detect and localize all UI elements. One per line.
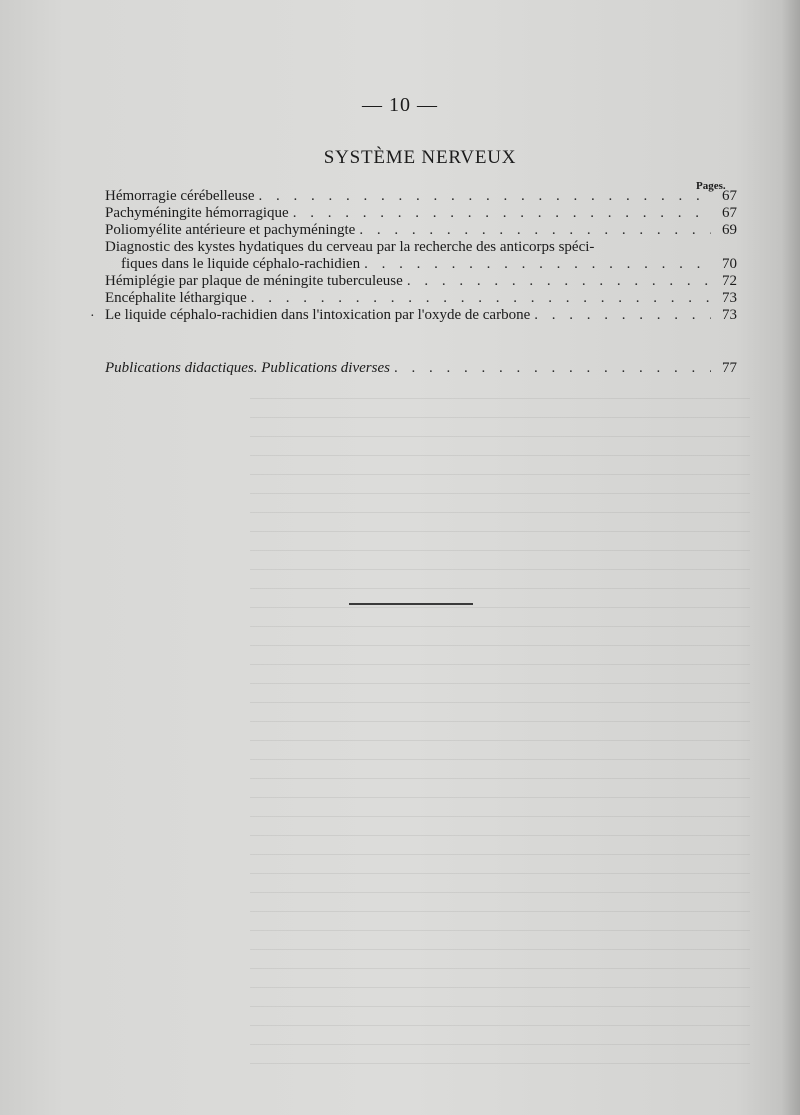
toc-entry-page: 70 — [722, 256, 737, 272]
dot-leader — [355, 222, 711, 239]
toc-entry — [105, 205, 737, 222]
table-of-contents — [90, 188, 737, 324]
dot-leader — [403, 273, 711, 290]
dot-leader — [247, 290, 711, 307]
toc-entry — [105, 222, 737, 239]
toc-entry-title: Hémorragie cérébelleuse — [105, 188, 255, 204]
toc-entry-line2 — [105, 256, 737, 273]
toc-entry-title: Poliomyélite antérieure et pachyméningte — [105, 222, 356, 238]
toc-entry-title-line1: Diagnostic des kystes hydatiques du cerveau par la recherche des anticorps spéci- — [105, 239, 595, 255]
page-number: — 10 — — [362, 94, 438, 116]
publications-page: 77 — [722, 360, 737, 376]
bleed-through-text — [250, 380, 750, 1080]
toc-entry-page: 73 — [722, 307, 737, 323]
dot-leader — [289, 205, 711, 222]
toc-entry — [105, 188, 737, 205]
toc-entry-title: Le liquide céphalo-rachidien dans l'intoxication par l'oxyde de carbone — [105, 307, 531, 323]
section-end-rule — [349, 603, 473, 605]
section-title: SYSTÈME NERVEUX — [323, 147, 517, 168]
toc-entry-page: 67 — [722, 205, 737, 221]
toc-entry-title: Pachyméningite hémorragique — [105, 205, 289, 221]
toc-entry — [105, 290, 737, 307]
toc-entry-title: Encéphalite léthargique — [105, 290, 247, 306]
publications-title: Publications didactiques. Publications diverses — [105, 360, 390, 376]
publications-entry — [105, 360, 737, 377]
toc-entry-title: Hémiplégie par plaque de méningite tuberculeuse — [105, 273, 403, 289]
toc-entry-page: 67 — [722, 188, 737, 204]
dot-leader — [530, 307, 711, 324]
toc-entry-page: 72 — [722, 273, 737, 289]
toc-entry-title-line2: fiques dans le liquide céphalo-rachidien — [121, 256, 361, 272]
toc-entry — [90, 307, 737, 324]
toc-entry — [105, 239, 737, 273]
toc-entry-page: 73 — [722, 290, 737, 306]
margin-bullet: · — [90, 309, 95, 324]
dot-leader — [390, 360, 711, 377]
toc-entry-page: 69 — [722, 222, 737, 238]
dot-leader — [255, 188, 712, 205]
pages-column-header: Pages. — [696, 180, 726, 192]
dot-leader — [360, 256, 711, 273]
toc-entry — [105, 273, 737, 290]
